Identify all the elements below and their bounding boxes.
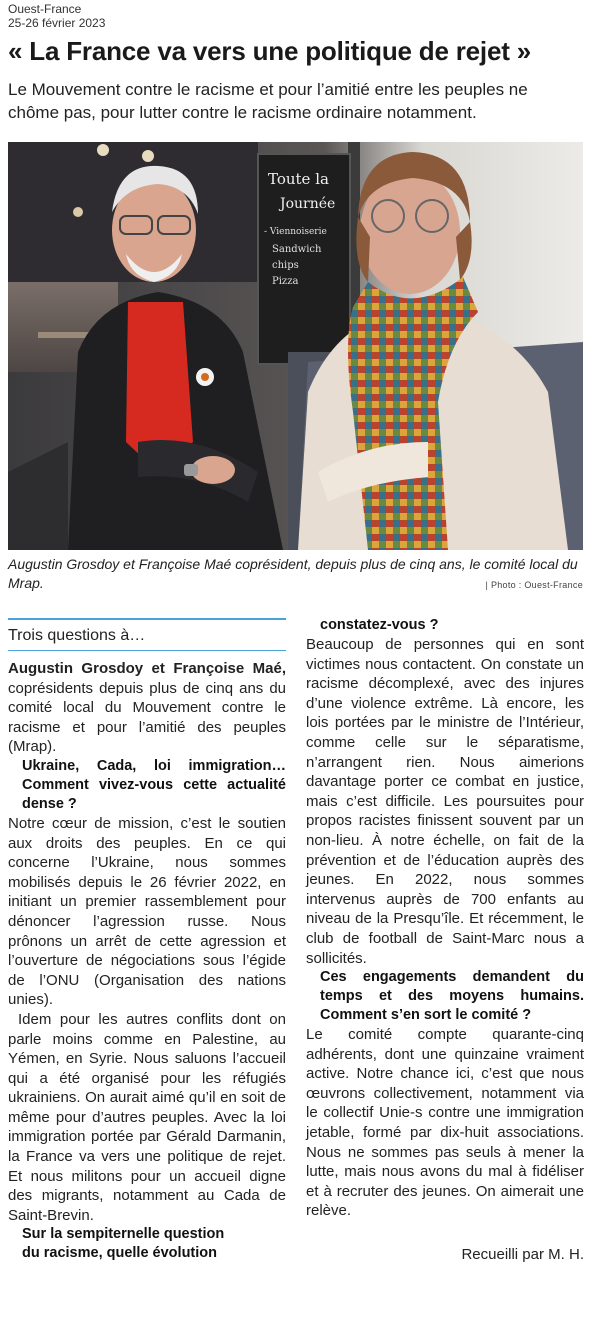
question-3: Ces engagements demandent du temps et des moyens humains. Comment s’en sort le comité ? bbox=[320, 969, 584, 1024]
question-2-line: du racisme, quelle évolution bbox=[22, 1245, 217, 1262]
board-line: Journée bbox=[280, 196, 336, 212]
intro-paragraph bbox=[8, 659, 286, 757]
interview-signature: Recueilli par M. H. bbox=[461, 1246, 584, 1264]
section-title: Trois questions à… bbox=[8, 620, 286, 651]
intro-text: coprésidents depuis plus de cinq ans du comité local du Mouvement contre le racisme et pour l’amitié des peuples (Mrap). bbox=[8, 679, 286, 756]
question-1: Ukraine, Cada, loi immigration… Comment vivez-vous cette actualité dense ? bbox=[22, 757, 286, 812]
publication-date: 25-26 février 2023 bbox=[8, 16, 106, 30]
answer-3: Le comité compte quarante-cinq adhérents, dont une quinzaine vraiment active. Notre chance ici, c’est que nous œuvrons collectivement, notamment via le collectif Unie-s contre une immigration jetable, formé par dix-huit associations. Nous ne sommes pas seuls à mener la lutte, mais nous avons du mal à fidéliser et à recruter des jeunes. On aimerait une relève. bbox=[306, 1026, 584, 1220]
interviewee-names: Augustin Grosdoy et Françoise Maé, bbox=[8, 660, 286, 677]
publication-name: Ouest-France bbox=[8, 2, 82, 16]
answer-1-paragraph-2: Idem pour les autres conflits dont on parle moins comme en Palestine, au Yémen, en Syrie. Nous saluons l’accueil qui a été organisé pour les réfugiés ukrainiens. On aurait aimé qu’il en soit de même pour d’autres peuples. Avec la loi immigration portée par Gérald Darmanin, la France va vers une politique de rejet. Et nous militons pour un accueil digne des migrants, notamment au Cada de Saint-Brevin. bbox=[8, 1010, 286, 1224]
menu-chalkboard bbox=[258, 154, 350, 364]
article-standfirst: Le Mouvement contre le racisme et pour l’amitié entre les peuples ne chôme pas, pour lutter contre le racisme ordinaire notamment. bbox=[8, 80, 528, 122]
board-line: chips bbox=[272, 260, 299, 271]
board-line: Toute la bbox=[268, 170, 329, 188]
article-photo bbox=[8, 142, 583, 550]
photo-credit: | Photo : Ouest-France bbox=[485, 580, 583, 590]
answer-2: Beaucoup de personnes qui en sont victimes nous contactent. On constate un racisme décomplexé, avec des injures d’une violence extrême. Là encore, les lois portées par le ministre de l’Intérieur, comme celle sur le séparatisme, n’arrangent rien. Nous aimerions davantage porter ce combat en justice, mais c’est difficile. Les poursuites pour propos racistes finissent souvent par un non-lieu. À notre échelle, on fait de la prévention et de l’éducation auprès des jeunes. En 2022, nous sommes intervenus auprès de 700 enfants au niveau de la Presqu’île. Et récemment, le club de football de Saint-Marc nous a sollicités. bbox=[306, 636, 584, 967]
board-line: Pizza bbox=[272, 276, 299, 287]
answer-1-paragraph-1: Notre cœur de mission, c’est le soutien aux droits des peuples. En ce qui concerne l’Ukraine, nous sommes mobilisés depuis le 26 février 2022, en initiant un premier rassemblement pour dénoncer l’agression russe. Nous prônons un arrêt de cette agression et l’ouverture de négociations sous l’égide de l’ONU (Organisation des nations unies). bbox=[8, 814, 286, 1009]
question-2-part-2: constatez-vous ? bbox=[320, 617, 439, 633]
article-headline: « La France va vers une politique de rejet » bbox=[8, 36, 531, 66]
publication-header bbox=[8, 2, 105, 30]
board-line: Sandwich bbox=[272, 244, 322, 255]
photo-caption: Augustin Grosdoy et Françoise Maé coprésident, depuis plus de cinq ans, le comité local du Mrap. bbox=[8, 556, 578, 591]
article-column-right bbox=[306, 618, 584, 1265]
question-2-part-1 bbox=[8, 1225, 286, 1263]
question-2-line: Sur la sempiternelle question bbox=[22, 1226, 225, 1243]
article-column-left bbox=[8, 618, 286, 1263]
board-line: - Viennoiserie bbox=[264, 227, 327, 237]
